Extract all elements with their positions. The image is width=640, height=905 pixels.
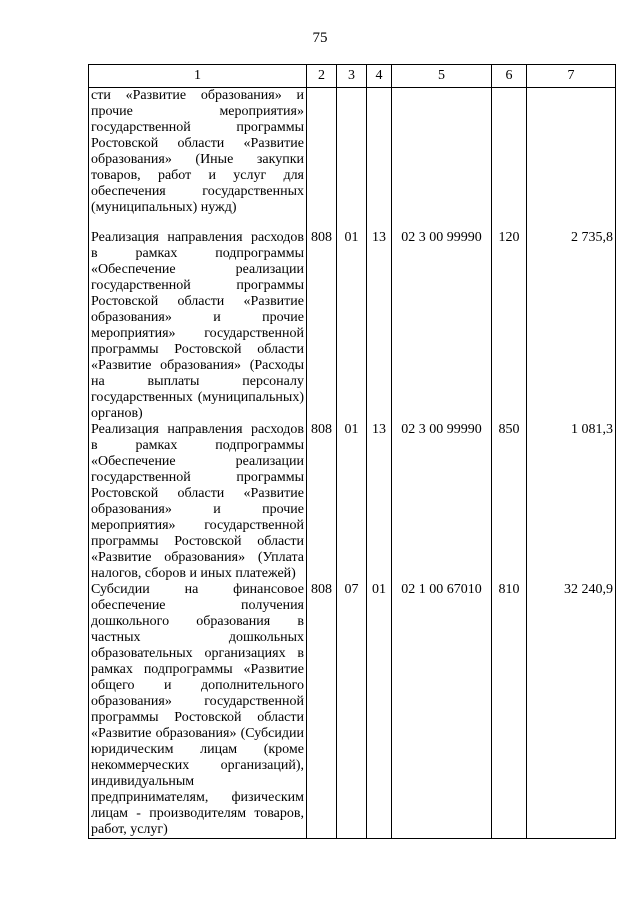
row-section-code: 07 (337, 582, 367, 839)
column-header-1: 1 (89, 65, 307, 88)
row-amount: 32 240,9 (527, 582, 616, 839)
row-expense-type-code: 850 (492, 422, 527, 582)
column-header-3: 3 (337, 65, 367, 88)
row-subsection-code: 13 (367, 422, 392, 582)
page-number: 75 (312, 30, 328, 46)
row-section-code: 01 (337, 422, 367, 582)
row-amount (527, 88, 616, 231)
row-ministry-code: 808 (307, 230, 337, 422)
row-subsection-code: 13 (367, 230, 392, 422)
row-expense-type-code: 810 (492, 582, 527, 839)
column-header-7: 7 (527, 65, 616, 88)
row-description: Реализация направления расходов в рамках подпрограммы «Обеспечение реализации государственной программы Ростовской области «Развитие образования» и прочие мероприятия» государственной программы Ростовской области «Развитие образования» (Уплата налогов, сборов и иных платежей) (89, 422, 307, 582)
row-ministry-code: 808 (307, 582, 337, 839)
row-description: сти «Развитие образования» и прочие мероприятия» государственной программы Ростовской области «Развитие образования» (Иные закупки товаров, работ и услуг для обеспечения государственных (муниципальных) нужд) (89, 88, 307, 231)
row-description: Субсидии на финансовое обеспечение получения дошкольного образования в частных дошкольных образовательных организациях в рамках подпрограммы «Развитие общего и дополнительного образования» государственной программы Ростовской области «Развитие образования» (Субсидии юридическим лицам (кроме некоммерческих организаций), индивидуальным предпринимателям, физическим лицам - производителям товаров, работ, услуг) (89, 582, 307, 839)
table-row (89, 88, 616, 231)
row-section-code: 01 (337, 230, 367, 422)
row-expense-type-code (492, 88, 527, 231)
row-target-code: 02 3 00 99990 (392, 422, 492, 582)
row-target-code (392, 88, 492, 231)
row-amount: 2 735,8 (527, 230, 616, 422)
row-subsection-code (367, 88, 392, 231)
column-header-4: 4 (367, 65, 392, 88)
table-row (89, 582, 616, 839)
budget-table (88, 64, 616, 839)
row-ministry-code: 808 (307, 422, 337, 582)
column-header-5: 5 (392, 65, 492, 88)
column-header-2: 2 (307, 65, 337, 88)
row-subsection-code: 01 (367, 582, 392, 839)
row-expense-type-code: 120 (492, 230, 527, 422)
row-description: Реализация направления расходов в рамках подпрограммы «Обеспечение реализации государственной программы Ростовской области «Развитие образования» и прочие мероприятия» государственной программы Ростовской области «Развитие образования» (Расходы на выплаты персоналу государственных (муниципальных) органов) (89, 230, 307, 422)
header-row (89, 65, 616, 88)
row-target-code: 02 1 00 67010 (392, 582, 492, 839)
row-ministry-code (307, 88, 337, 231)
row-target-code: 02 3 00 99990 (392, 230, 492, 422)
column-header-6: 6 (492, 65, 527, 88)
table-row (89, 422, 616, 582)
row-section-code (337, 88, 367, 231)
table-row (89, 230, 616, 422)
row-amount: 1 081,3 (527, 422, 616, 582)
